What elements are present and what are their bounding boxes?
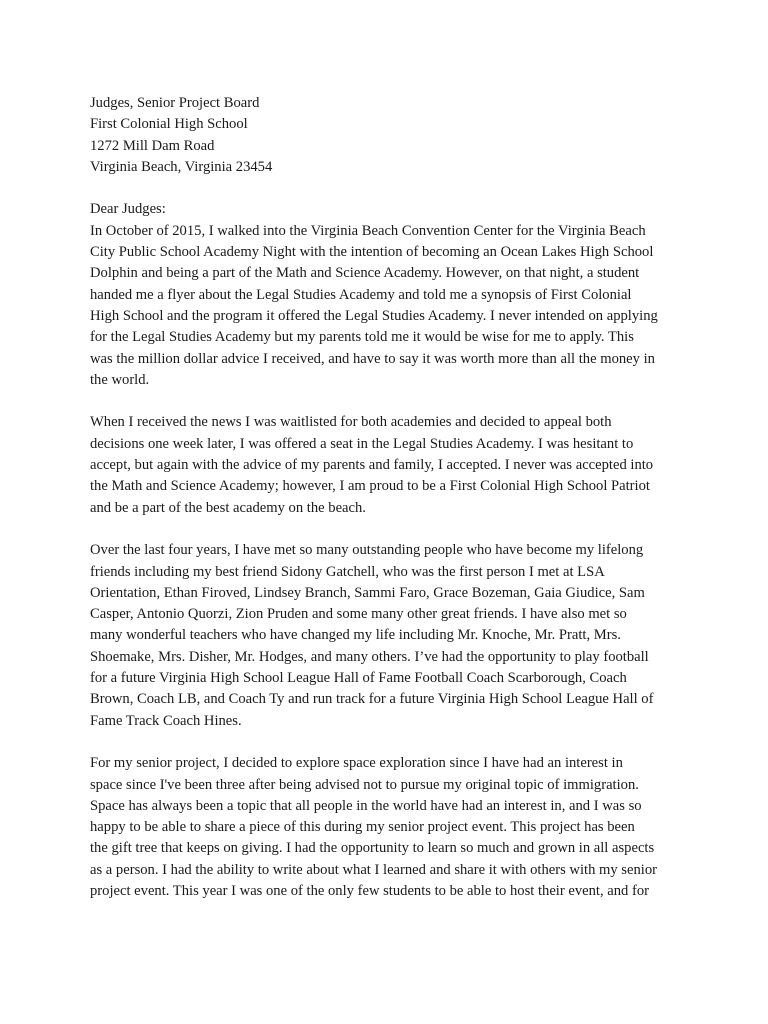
text-line: decisions one week later, I was offered a seat in the Legal Studies Academy. I was hesitant to bbox=[90, 435, 634, 452]
text-line: When I received the news I was waitlisted for both academies and decided to appeal both bbox=[90, 414, 612, 431]
text-line: friends including my best friend Sidony Gatchell, who was the first person I met at LSA bbox=[90, 563, 605, 580]
address-line: Judges, Senior Project Board bbox=[90, 95, 260, 111]
text-line: City Public School Academy Night with the intention of becoming an Ocean Lakes High School bbox=[90, 244, 654, 261]
text-line: Brown, Coach LB, and Coach Ty and run track for a future Virginia High School League Hall of bbox=[90, 691, 654, 708]
paragraph-friends-teachers bbox=[90, 540, 690, 732]
address-line: Virginia Beach, Virginia 23454 bbox=[90, 158, 273, 175]
text-line: Space has always been a topic that all people in the world have had an interest in, and I was so bbox=[90, 797, 642, 814]
text-line: Orientation, Ethan Firoved, Lindsey Branch, Sammi Faro, Grace Bozeman, Gaia Giudice, Sam bbox=[90, 584, 645, 601]
address-line: First Colonial High School bbox=[90, 116, 248, 133]
text-line: In October of 2015, I walked into the Virginia Beach Convention Center for the Virginia Beach bbox=[90, 222, 646, 239]
text-line: High School and the program it offered the Legal Studies Academy. I never intended on applying bbox=[90, 307, 658, 324]
address-line: 1272 Mill Dam Road bbox=[90, 137, 215, 154]
text-line: Over the last four years, I have met so many outstanding people who have become my lifelong bbox=[90, 542, 644, 559]
text-line: was the million dollar advice I received, and have to say it was worth more than all the money in bbox=[90, 350, 655, 367]
text-line: the Math and Science Academy; however, I am proud to be a First Colonial High School Patriot bbox=[90, 478, 650, 495]
text-line: Shoemake, Mrs. Disher, Mr. Hodges, and many others. I’ve had the opportunity to play football bbox=[90, 648, 649, 665]
paragraph-waitlist bbox=[90, 412, 690, 518]
text-line: the world. bbox=[90, 371, 150, 388]
text-line: accept, but again with the advice of my parents and family, I accepted. I never was accepted into bbox=[90, 457, 654, 474]
text-line: Dolphin and being a part of the Math and Science Academy. However, on that night, a student bbox=[90, 265, 640, 282]
text-line: space since I've been three after being advised not to pursue my original topic of immigration. bbox=[90, 776, 639, 793]
paragraph-senior-project bbox=[90, 753, 690, 902]
text-line: for the Legal Studies Academy but my parents told me it would be wise for me to apply. This bbox=[90, 329, 634, 346]
text-line: Casper, Antonio Quorzi, Zion Pruden and some many other great friends. I have also met so bbox=[90, 606, 627, 623]
salutation: Dear Judges: bbox=[90, 201, 166, 218]
text-line: happy to be able to share a piece of this during my senior project event. This project has been bbox=[90, 819, 635, 836]
text-line: For my senior project, I decided to explore space exploration since I have had an interest in bbox=[90, 755, 623, 772]
recipient-address bbox=[90, 93, 690, 178]
paragraph-academy-night bbox=[90, 221, 690, 391]
text-line: for a future Virginia High School League Hall of Fame Football Coach Scarborough, Coach bbox=[90, 670, 627, 687]
text-line: and be a part of the best academy on the beach. bbox=[90, 499, 366, 516]
text-line: as a person. I had the ability to write about what I learned and share it with others with my senior bbox=[90, 861, 657, 878]
text-line: the gift tree that keeps on giving. I had the opportunity to learn so much and grown in all aspects bbox=[90, 840, 655, 857]
text-line: handed me a flyer about the Legal Studies Academy and told me a synopsis of First Colonial bbox=[90, 286, 632, 303]
text-line: Fame Track Coach Hines. bbox=[90, 712, 242, 729]
letter-body bbox=[90, 93, 690, 924]
text-line: many wonderful teachers who have changed my life including Mr. Knoche, Mr. Pratt, Mrs. bbox=[90, 627, 621, 644]
text-line: project event. This year I was one of the only few students to be able to host their event, and for bbox=[90, 882, 649, 899]
